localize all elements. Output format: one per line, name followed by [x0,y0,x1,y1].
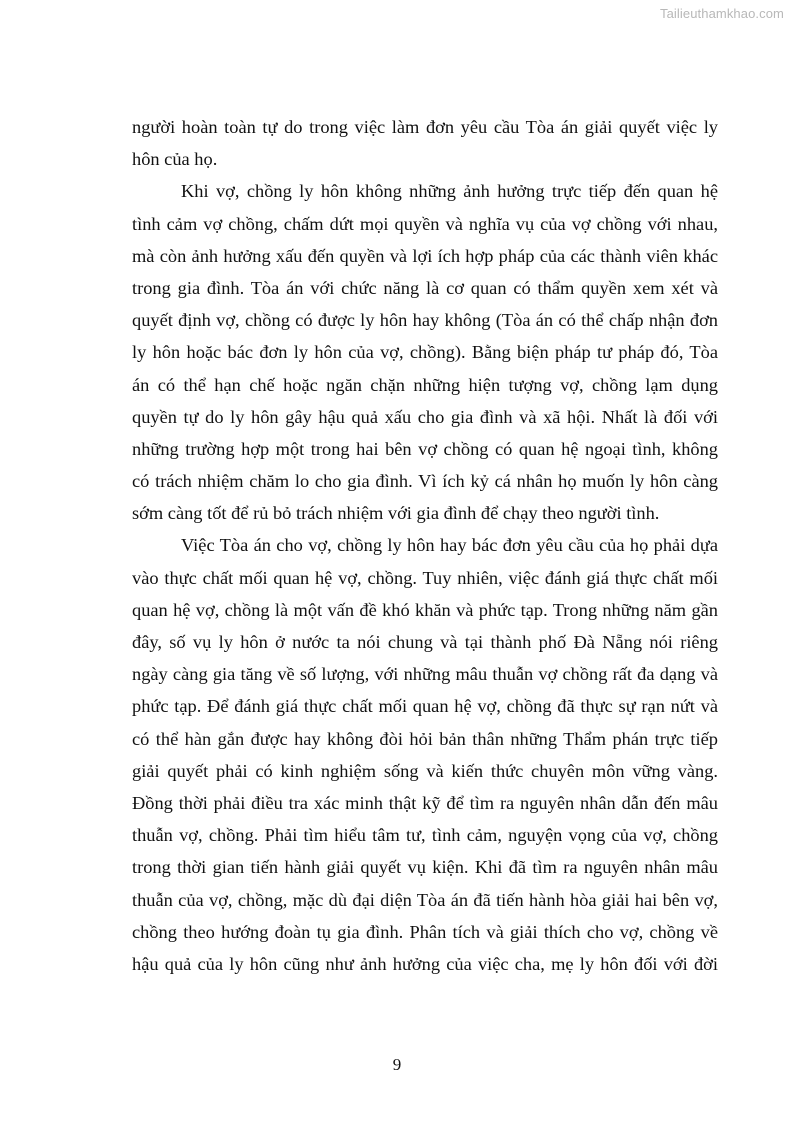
paragraph-line: đây, số vụ ly hôn ở nước ta nói chung và tại thành phố Đà Nẵng nói riêng [132,632,718,652]
paragraph-line: phức tạp. Để đánh giá thực chất mối quan hệ vợ, chồng đã thực sự rạn nứt và [132,696,718,717]
paragraph-line: thuẫn của vợ, chồng, mặc dù đại diện Tòa án đã tiến hành hòa giải hai bên vợ, [132,889,718,910]
watermark: Tailieuthamkhao.com [659,6,784,21]
paragraph-line: ly hôn hoặc bác đơn ly hôn của vợ, chồng). Bằng biện pháp tư pháp đó, Tòa [132,342,718,363]
paragraph-line: ngày càng gia tăng về số lượng, với những mâu thuẫn vợ chồng rất đa dạng và [132,664,718,685]
paragraph-line: có trách nhiệm chăm lo cho gia đình. Vì ích kỷ cá nhân họ muốn ly hôn càng [132,471,718,492]
paragraph-line: mà còn ảnh hưởng xấu đến quyền và lợi ích hợp pháp của các thành viên khác [132,245,718,266]
paragraph-line: những trường hợp một trong hai bên vợ chồng có quan hệ ngoại tình, không [132,438,718,459]
paragraph-line: giải quyết phải có kinh nghiệm sống và kiến thức chuyên môn vững vàng. [132,760,718,781]
document-body [132,111,718,980]
paragraph-line: quyết định vợ, chồng có được ly hôn hay không (Tòa án có thể chấp nhận đơn [132,310,718,331]
paragraph-line: chồng theo hướng đoàn tụ gia đình. Phân tích và giải thích cho vợ, chồng về [132,921,718,942]
paragraph [132,529,718,980]
paragraph-line: hôn của họ. [132,149,218,170]
paragraph-line: thuẫn vợ, chồng. Phải tìm hiểu tâm tư, tình cảm, nguyện vọng của vợ, chồng [132,825,718,846]
paragraph [132,111,718,175]
paragraph-line: Việc Tòa án cho vợ, chồng ly hôn hay bác đơn yêu cầu của họ phải dựa [181,535,718,556]
paragraph-line: hậu quả của ly hôn cũng như ảnh hưởng của việc cha, mẹ ly hôn đối với đời [132,953,718,974]
paragraph-line: vào thực chất mối quan hệ vợ, chồng. Tuy nhiên, việc đánh giá thực chất mối [132,567,718,588]
paragraph-line: sớm càng tốt để rủ bỏ trách nhiệm với gia đình để chạy theo người tình. [132,503,660,524]
paragraph-line: Khi vợ, chồng ly hôn không những ảnh hưởng trực tiếp đến quan hệ [181,181,718,202]
paragraph-line: tình cảm vợ chồng, chấm dứt mọi quyền và nghĩa vụ của vợ chồng với nhau, [132,213,718,234]
page-number: 9 [392,1055,402,1074]
paragraph [132,175,718,529]
paragraph-line: người hoàn toàn tự do trong việc làm đơn yêu cầu Tòa án giải quyết việc ly [132,117,718,137]
paragraph-line: có thể hàn gắn được hay không đòi hỏi bản thân những Thẩm phán trực tiếp [132,728,718,749]
paragraph-line: quyền tự do ly hôn gây hậu quả xấu cho gia đình và xã hội. Nhất là đối với [132,406,718,427]
paragraph-line: quan hệ vợ, chồng là một vấn đề khó khăn và phức tạp. Trong những năm gần [132,599,718,620]
paragraph-line: trong thời gian tiến hành giải quyết vụ kiện. Khi đã tìm ra nguyên nhân mâu [132,857,718,878]
paragraph-line: trong gia đình. Tòa án với chức năng là cơ quan có thẩm quyền xem xét và [132,277,718,298]
paragraph-line: Đồng thời phải điều tra xác minh thật kỹ để tìm ra nguyên nhân dẫn đến mâu [132,792,718,813]
paragraph-line: án có thể hạn chế hoặc ngăn chặn những hiện tượng vợ, chồng lạm dụng [132,374,718,395]
